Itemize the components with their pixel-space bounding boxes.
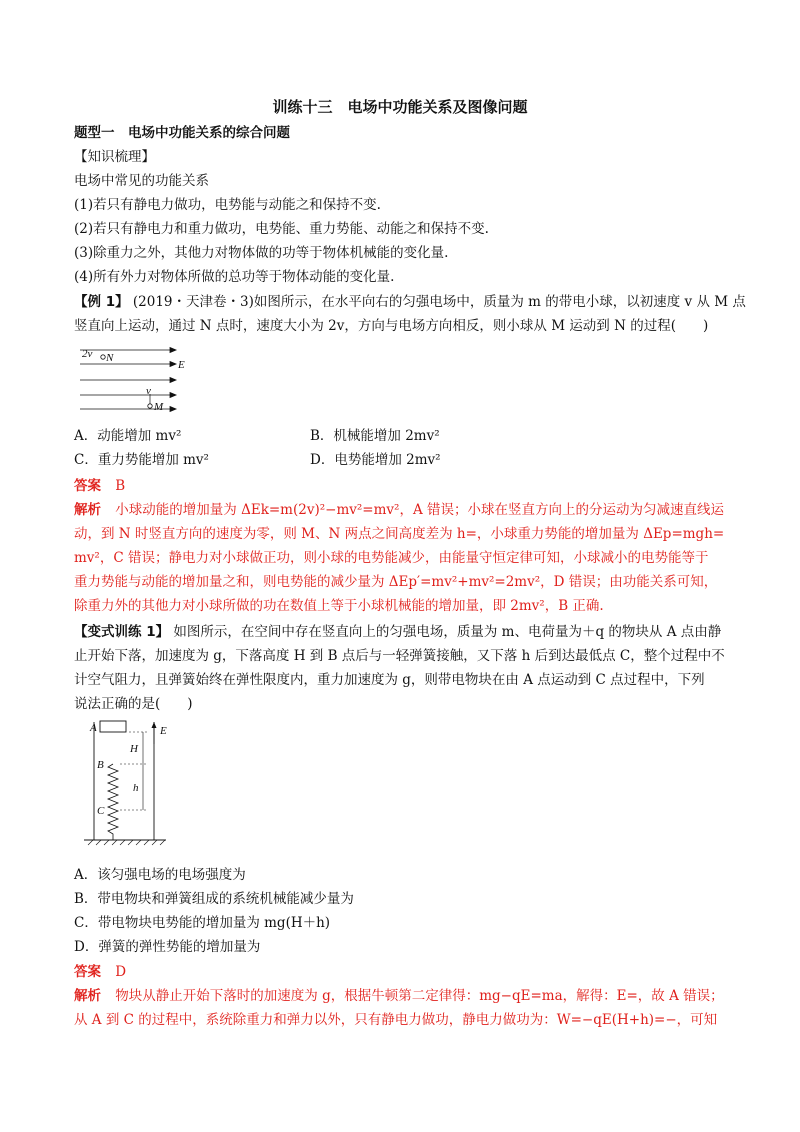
answer-label: 答案 — [74, 478, 101, 494]
label-2v: 2v — [82, 348, 93, 360]
knowledge-line: 电场中常见的功能关系 — [74, 173, 209, 189]
label-n: N — [106, 352, 114, 364]
example1-label: 【例 1】 — [74, 294, 129, 310]
variant-option-d: D．弹簧的弹性势能的增加量为 — [74, 939, 261, 955]
answer-label: 答案 — [74, 964, 101, 980]
analysis-line: mv²，C 错误；静电力对小球做正功，则小球的电势能减少，由能量守恒定律可知，小球减小的电势能等于 — [74, 550, 709, 566]
knowledge-line: (4)所有外力对物体所做的总功等于物体动能的变化量. — [74, 269, 395, 285]
label-v: v — [146, 385, 151, 397]
example1-question — [74, 293, 746, 311]
label-small-h: h — [133, 782, 139, 794]
example1-line2: 竖直向上运动，通过 N 点时，速度大小为 2v，方向与电场方向相反，则小球从 M 运动到 N 的过程( ) — [74, 318, 709, 334]
label-c: C — [97, 805, 105, 817]
label-e: E — [160, 725, 167, 737]
variant1-line2: 止开始下落，加速度为 g，下落高度 H 到 B 点后与一轻弹簧接触，又下落 h 后到达最低点 C，整个过程中不 — [74, 648, 725, 664]
ball-n — [101, 355, 105, 359]
analysis-line: 小球动能的增加量为 ΔEk=m(2v)²−mv²=mv²，A 错误；小球在竖直方向上的分运动为匀减速直线运 — [115, 502, 724, 518]
variant1-question — [74, 623, 721, 641]
analysis-label: 解析 — [74, 988, 101, 1004]
spring — [108, 764, 118, 840]
option-b: B．机械能增加 2mv² — [310, 428, 440, 444]
variant1-label: 【变式训练 1】 — [74, 624, 170, 640]
variant-option-a: A．该匀强电场的电场强度为 — [74, 867, 246, 883]
label-b: B — [97, 759, 104, 771]
answer-value: D — [115, 964, 127, 980]
option-c: C．重力势能增加 mv² — [74, 452, 209, 468]
ball-m — [148, 404, 152, 408]
analysis-line: 重力势能与动能的增加量之和，则电势能的减少量为 ΔEp′=mv²+mv²=2mv²，D 错误；由功能关系可知， — [74, 574, 718, 590]
answer-value: B — [115, 478, 126, 494]
knowledge-line: (1)若只有静电力做功，电势能与动能之和保持不变. — [74, 197, 381, 213]
example1-answer — [74, 477, 125, 495]
option-d: D．电势能增加 2mv² — [310, 452, 441, 468]
analysis-label: 解析 — [74, 502, 101, 518]
variant1-analysis — [74, 987, 724, 1005]
example1-analysis — [74, 501, 724, 519]
knowledge-line: (3)除重力之外，其他力对物体做的功等于物体机械能的变化量. — [74, 245, 449, 261]
section-title: 题型一 电场中功能关系的综合问题 — [74, 125, 290, 141]
example1-line1: (2019・天津卷・3)如图所示，在水平向右的匀强电场中，质量为 m 的带电小球，以初速度 v 从 M 点 — [132, 294, 746, 310]
example1-figure — [74, 342, 194, 416]
variant1-line4: 说法正确的是( ) — [74, 696, 193, 712]
label-e: E — [178, 359, 185, 371]
variant1-figure — [82, 714, 182, 848]
analysis-line: 从 A 到 C 的过程中，系统除重力和弹力以外，只有静电力做功，静电力做功为：W=−qE(H+h)=−，可知 — [74, 1012, 718, 1028]
label-a: A — [90, 722, 97, 734]
page-title: 训练十三 电场中功能关系及图像问题 — [272, 98, 528, 116]
analysis-line: 除重力外的其他力对小球所做的功在数值上等于小球机械能的增加量，即 2mv²，B 正确. — [74, 598, 604, 614]
label-big-h: H — [130, 743, 138, 755]
variant1-answer — [74, 963, 126, 981]
analysis-line: 动，到 N 时竖直方向的速度为零，则 M、N 两点之间高度差为 h=，小球重力势能的增加量为 ΔEp=mgh= — [74, 526, 725, 542]
variant-option-c: C．带电物块电势能的增加量为 mg(H＋h) — [74, 915, 331, 931]
variant1-line3: 计空气阻力，且弹簧始终在弹性限度内，重力加速度为 g，则带电物块在由 A 点运动到 C 点过程中，下列 — [74, 672, 705, 688]
knowledge-line: (2)若只有静电力和重力做功，电势能、重力势能、动能之和保持不变. — [74, 221, 489, 237]
label-m: M — [154, 401, 164, 413]
variant-option-b: B．带电物块和弹簧组成的系统机械能减少量为 — [74, 891, 354, 907]
variant1-line1: 如图所示，在空间中存在竖直向上的匀强电场，质量为 m、电荷量为＋q 的物块从 A 点由静 — [173, 624, 722, 640]
block-a — [100, 721, 126, 732]
knowledge-label: 【知识梳理】 — [74, 149, 155, 165]
option-a: A．动能增加 mv² — [74, 428, 182, 444]
analysis-line: 物块从静止开始下落时的加速度为 g，根据牛顿第二定律得：mg−qE=ma，解得：E=，故 A 错误； — [115, 988, 724, 1004]
